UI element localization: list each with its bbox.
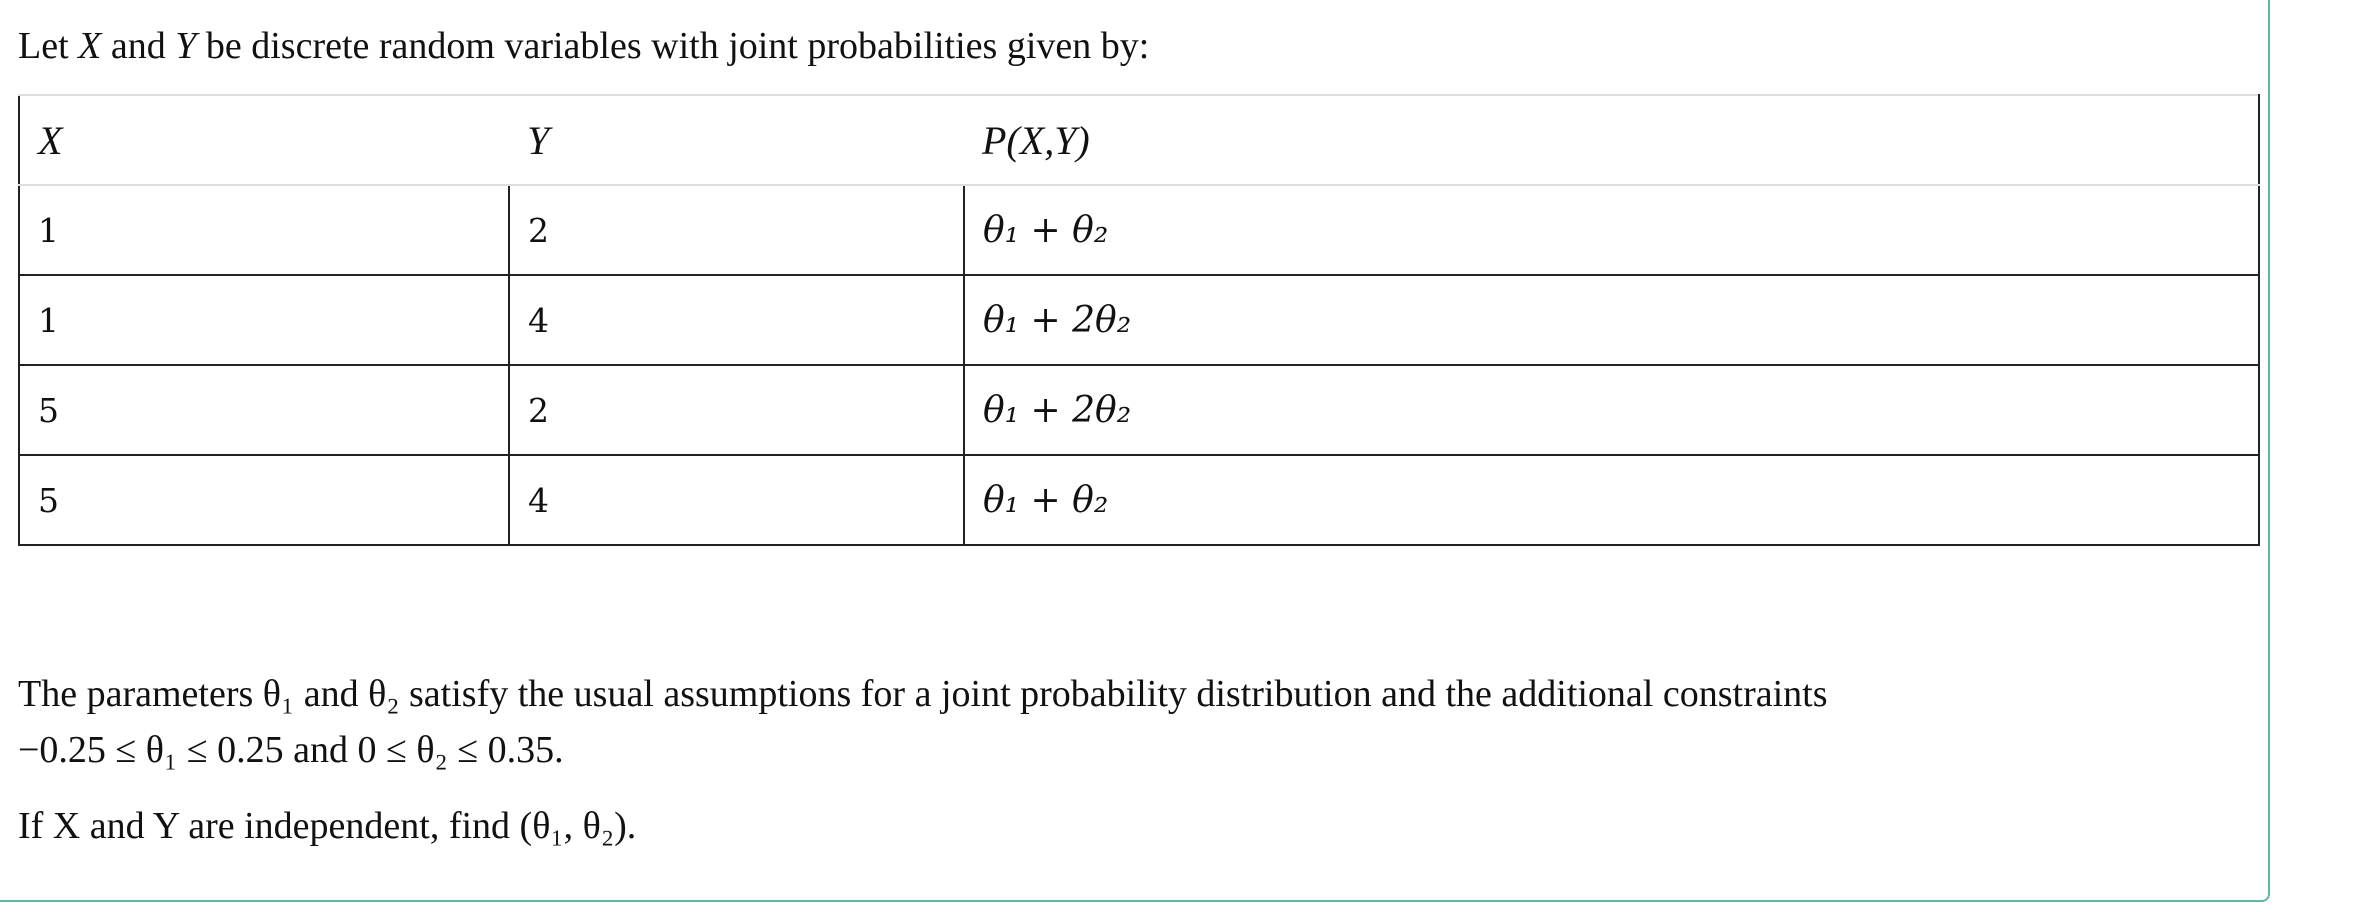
cell-probability: θ₁ + 2θ₂	[964, 275, 2259, 365]
cell-probability: θ₁ + θ₂	[964, 455, 2259, 545]
cell-y: 4	[509, 455, 964, 545]
cell-probability: θ₁ + θ₂	[964, 185, 2259, 275]
constraints-line-2: −0.25 ≤ θ₁ ≤ 0.25 and 0 ≤ θ₂ ≤ 0.35.	[18, 729, 564, 771]
table-row	[19, 275, 2259, 365]
constraints-section	[18, 666, 2248, 854]
cell-x: 5	[19, 365, 509, 455]
table-row	[19, 365, 2259, 455]
intro-prefix: Let	[18, 25, 79, 67]
cell-x: 5	[19, 455, 509, 545]
var-x: X	[78, 25, 102, 67]
header-x: X	[19, 95, 509, 185]
question-text: If X and Y are independent, find (θ₁, θ₂).	[18, 805, 637, 847]
var-y: Y	[175, 25, 197, 67]
header-probability: P(X,Y)	[964, 95, 2259, 185]
intro-sentence	[18, 20, 1149, 72]
cell-x: 1	[19, 185, 509, 275]
constraints-line-1: The parameters θ₁ and θ₂ satisfy the usual assumptions for a joint probability distribution and the additional constraints	[18, 673, 1828, 715]
cell-y: 2	[509, 365, 964, 455]
cell-probability: θ₁ + 2θ₂	[964, 365, 2259, 455]
intro-suffix: be discrete random variables with joint probabilities given by:	[196, 25, 1150, 67]
table-header-row	[19, 95, 2259, 185]
cell-y: 4	[509, 275, 964, 365]
joint-probability-table	[18, 94, 2260, 546]
header-y: Y	[509, 95, 964, 185]
cell-x: 1	[19, 275, 509, 365]
table-row	[19, 185, 2259, 275]
intro-mid: and	[101, 25, 176, 67]
cell-y: 2	[509, 185, 964, 275]
table-row	[19, 455, 2259, 545]
